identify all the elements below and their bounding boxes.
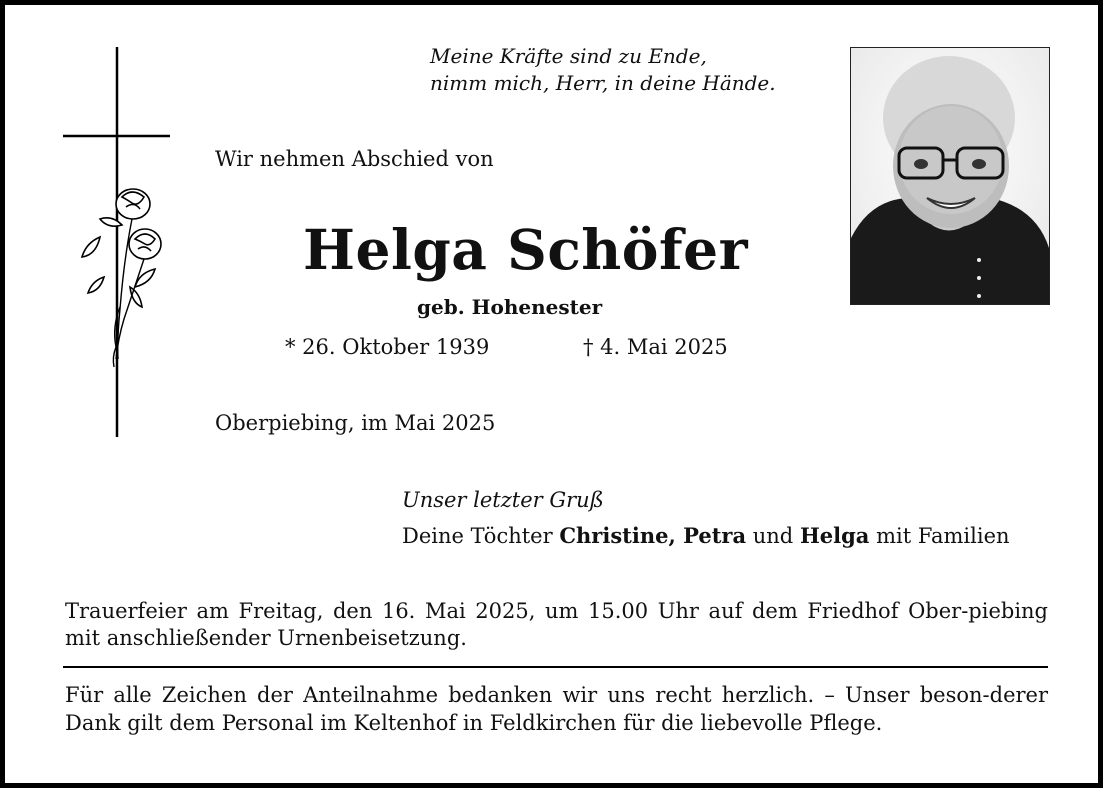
birth-date: * 26. Oktober 1939 — [285, 335, 490, 359]
death-date: † 4. Mai 2025 — [583, 335, 728, 359]
funeral-info: Trauerfeier am Freitag, den 16. Mai 2025, um 15.00 Uhr auf dem Friedhof Ober-piebing mit anschließender Urnenbeisetzung. — [65, 599, 1048, 650]
family-and: und — [752, 524, 794, 548]
maiden-name: geb. Hohenester — [417, 295, 603, 319]
portrait-photo — [850, 47, 1050, 305]
portrait-image — [851, 48, 1049, 304]
intro-text: Wir nehmen Abschied von — [215, 147, 494, 171]
family-prefix: Deine Töchter — [402, 524, 553, 548]
divider — [63, 666, 1048, 668]
verse-line-2: nimm mich, Herr, in deine Hände. — [430, 71, 776, 95]
place-date: Oberpiebing, im Mai 2025 — [215, 411, 496, 435]
greeting: Unser letzter Gruß — [402, 488, 604, 512]
family-suffix: mit Familien — [876, 524, 1010, 548]
verse-line-1: Meine Kräfte sind zu Ende, — [430, 44, 707, 68]
thanks-text: Für alle Zeichen der Anteilnahme bedanken wir uns recht herzlich. – Unser beson-derer Dank gilt dem Personal im Keltenhof in Feldkirchen für die liebevolle Pflege. — [65, 683, 1048, 735]
family-names-2: Helga — [799, 523, 870, 548]
verse — [430, 43, 776, 97]
family-names-1: Christine, Petra — [559, 523, 747, 548]
deceased-name: Helga Schöfer — [303, 217, 749, 282]
cross-with-roses-icon — [60, 47, 175, 442]
family-line — [402, 523, 1010, 548]
